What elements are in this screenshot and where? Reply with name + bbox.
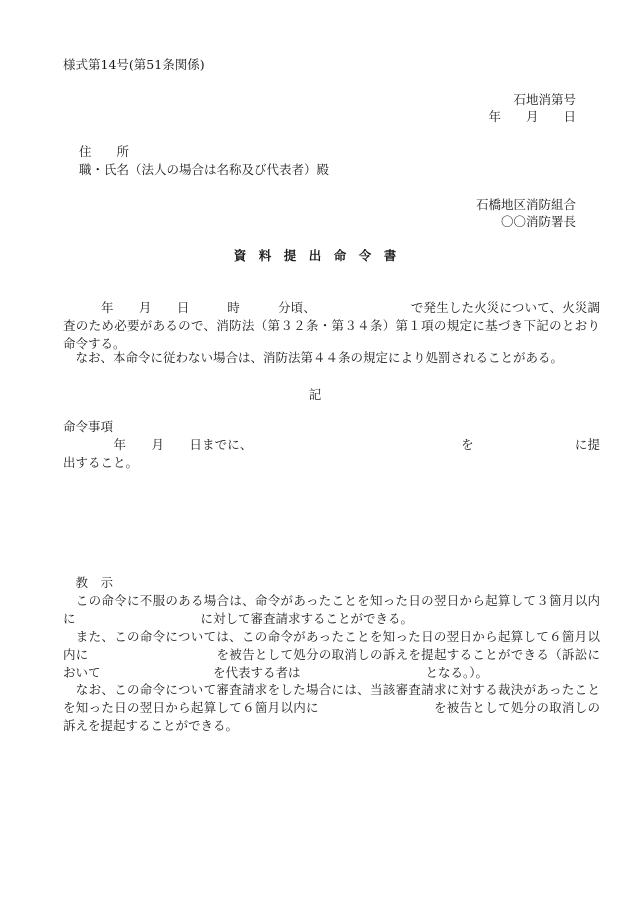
notice-paragraph-2: また、この命令については、この命令があったことを知った日の翌日から起算して６箇月以内に を被告として処分の取消しの訴えを提起することができる（訴訟において を代表する者は となる。）。 [63, 629, 600, 680]
document-title: 資 料 提 出 命 令 書 [233, 248, 397, 263]
notice-paragraph-1: この命令に不服のある場合は、命令があったことを知った日の翌日から起算して３箇月以内に に対して審査請求することができる。 [63, 593, 600, 626]
notice-heading: 教 示 [63, 575, 114, 590]
body-paragraph-2: なお、本命令に従わない場合は、消防法第４４条の規定により処罰されることがある。 [63, 350, 564, 365]
ki-marker: 記 [308, 387, 322, 402]
issuer-organization: 石橋地区消防組合 [475, 197, 576, 212]
recipient-name-label: 職・氏名（法人の場合は名称及び代表者）殿 [79, 162, 330, 177]
issuer-chief: 〇〇消防署長 [500, 214, 576, 229]
notice-paragraph-3: なお、この命令について審査請求をした場合には、当該審査請求に対する裁決があったことを知った日の翌日から起算して６箇月以内に を被告として処分の取消しの訴えを提起することができる。 [63, 682, 600, 733]
document-number: 石地消第号 [513, 92, 576, 107]
address-label: 住 所 [79, 144, 130, 159]
order-heading: 命令事項 [63, 419, 114, 434]
form-number: 様式第14号(第51条関係) [63, 57, 205, 72]
order-text: 年 月 日までに、 を に提出すること。 [63, 437, 600, 470]
issue-date: 年 月 日 [488, 109, 576, 124]
body-paragraph-1: 年 月 日 時 分頃、 で発生した火災について、火災調査のため必要があるので、消防法（第３２条・第３４条）第１項の規定に基づき下記のとおり命令する。 [63, 300, 600, 351]
